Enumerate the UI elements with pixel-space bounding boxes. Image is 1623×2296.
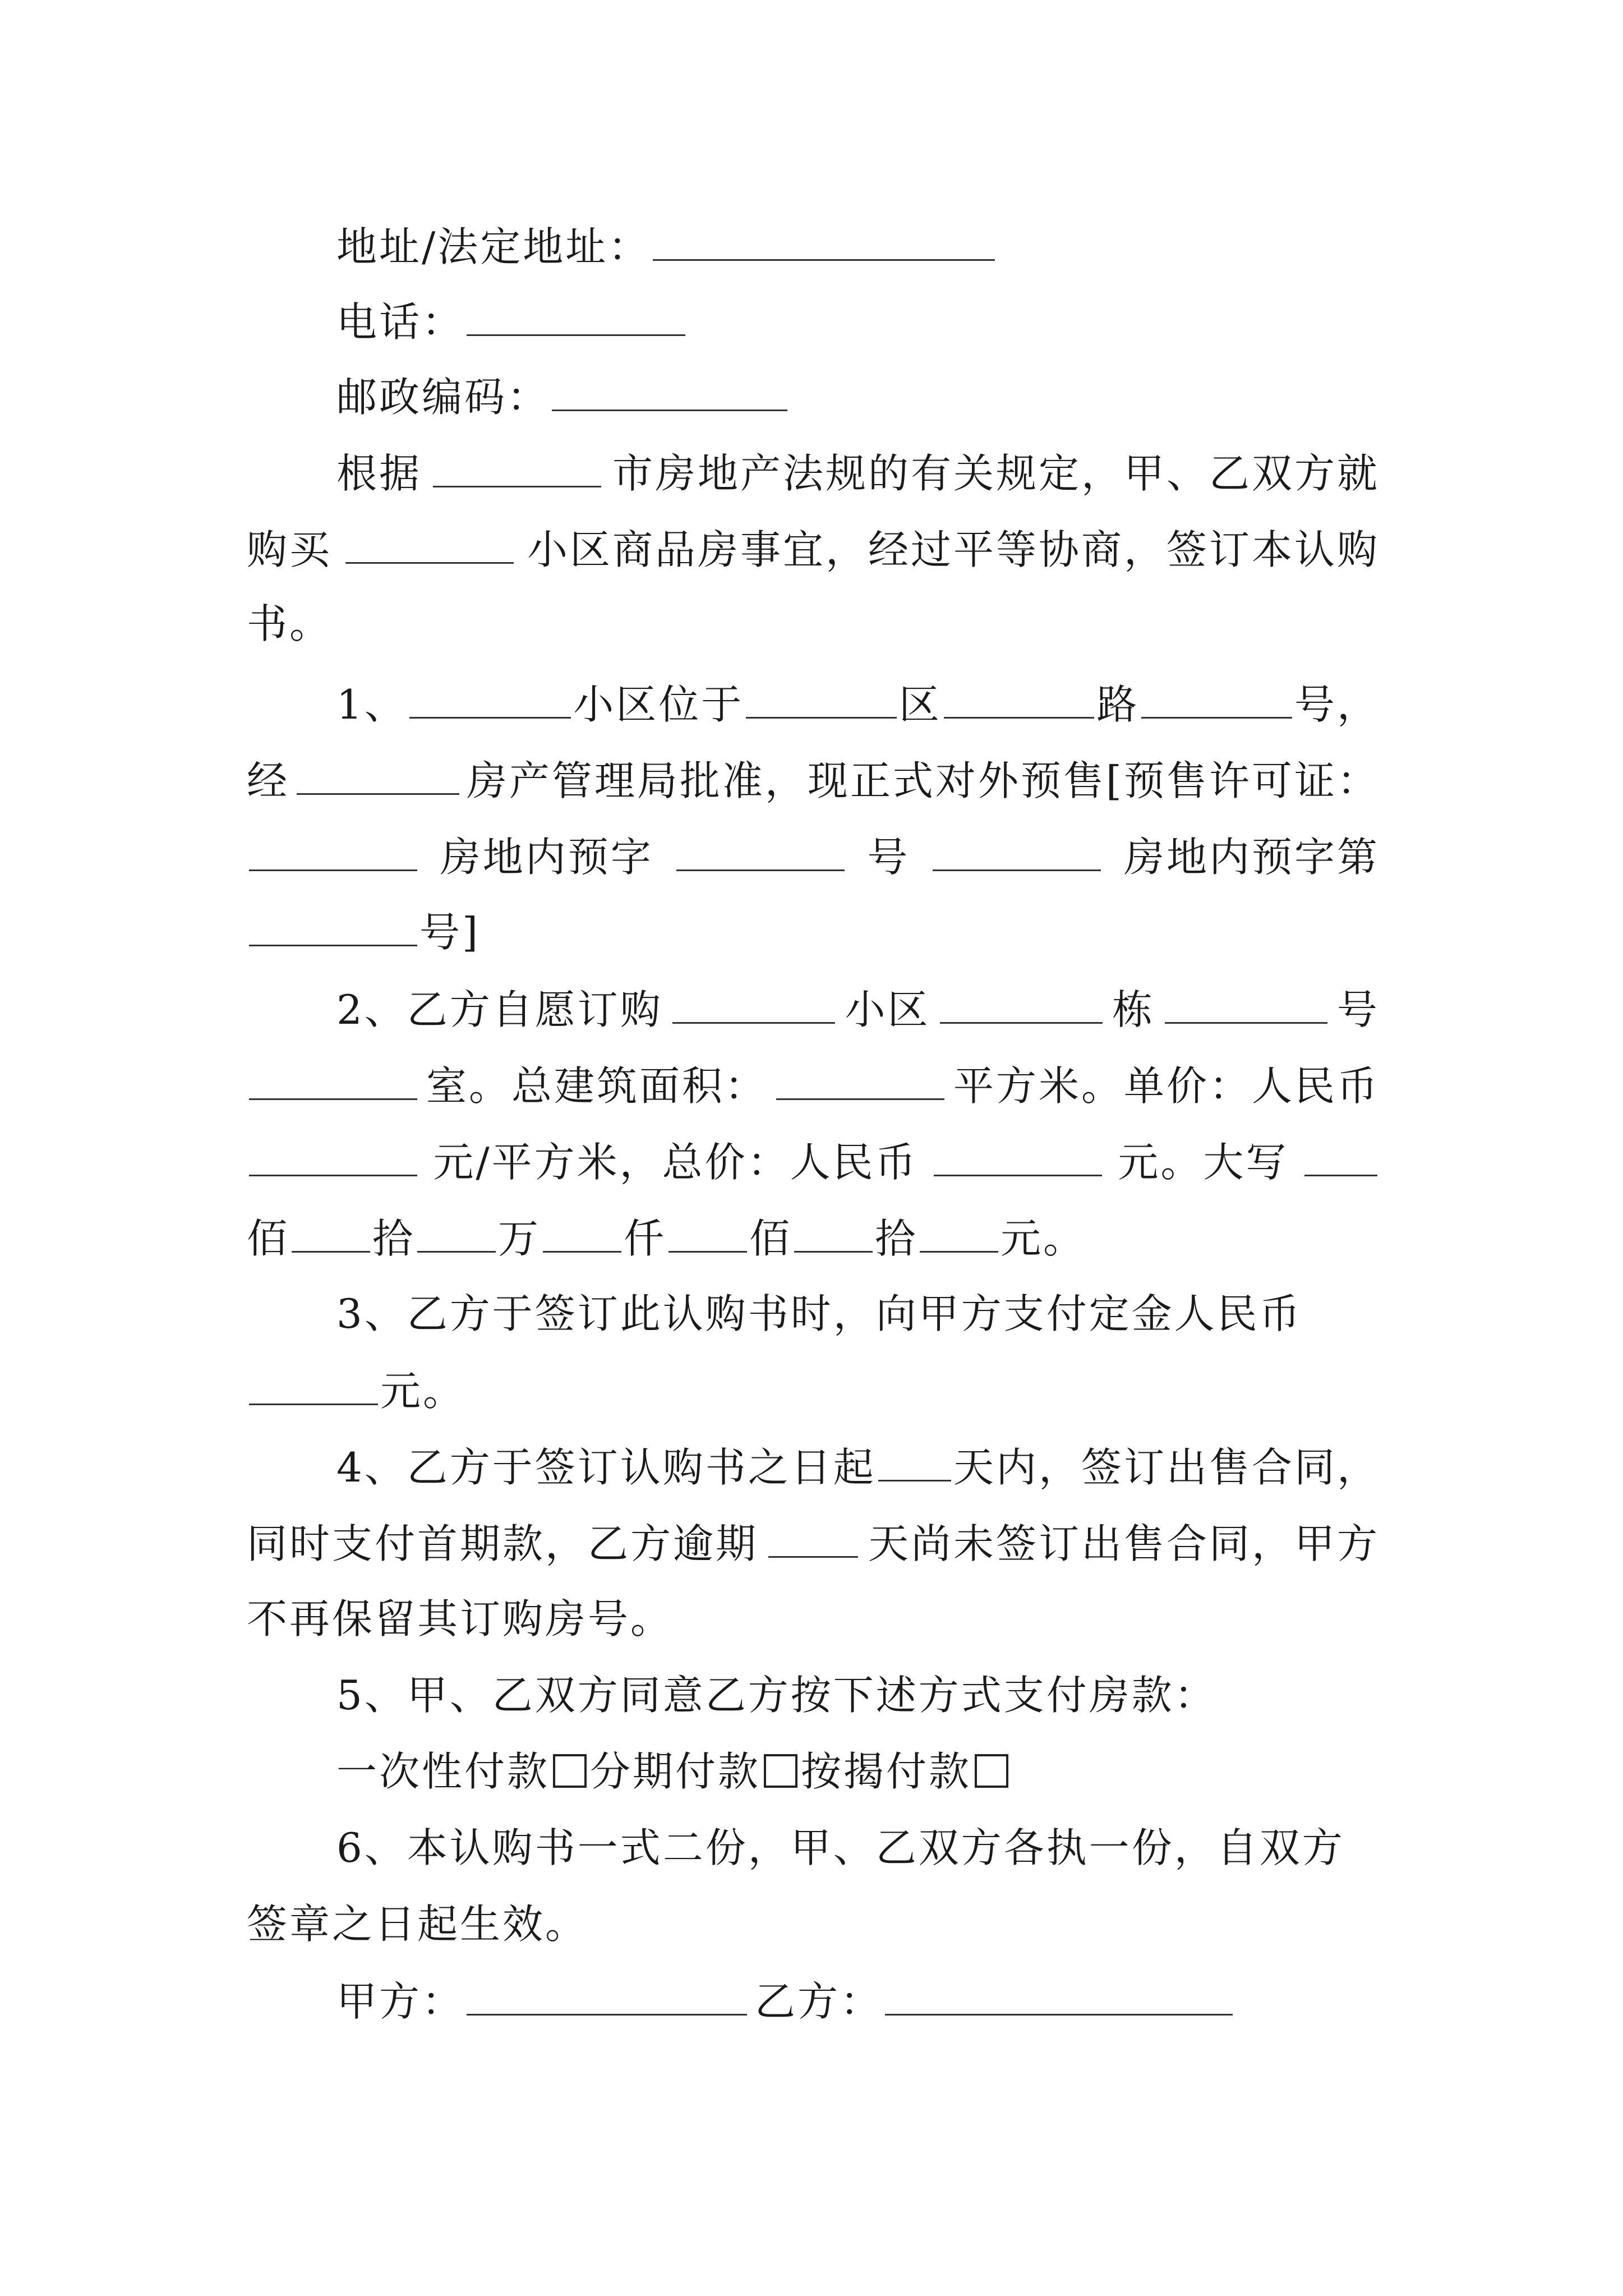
- clause-text: 签章之日起生效。: [247, 1901, 588, 1948]
- mortgage-checkbox[interactable]: [975, 1754, 1008, 1788]
- blank: [1141, 683, 1292, 719]
- intro-text: 根据: [336, 450, 422, 497]
- clause-text: 4、乙方于签订认购书之日起: [336, 1444, 876, 1491]
- clause2-line-2: [247, 1062, 1380, 1110]
- clause-text: 号: [867, 834, 910, 881]
- clause1-line-2: [247, 757, 1380, 804]
- blank: [249, 1370, 378, 1405]
- clause-text: 2、乙方自愿订购: [336, 986, 663, 1033]
- blank: [292, 1217, 370, 1253]
- clause6-line-2: [247, 1901, 588, 1948]
- clause-text: 3、乙方于签订此认购书时，向甲方支付定金人民币: [336, 1290, 1302, 1337]
- clause3-line-1: [336, 1290, 1302, 1337]
- blank: [768, 1522, 858, 1558]
- clause-text: 同时支付首期款，乙方逾期: [247, 1520, 759, 1567]
- clause6-line-1: [336, 1824, 1380, 1871]
- party-a-label: 甲方：: [336, 1978, 465, 2025]
- blank: [933, 836, 1101, 871]
- blank: [920, 1217, 998, 1253]
- clause-text: 元/平方米，总价：人民币: [433, 1139, 918, 1186]
- blank: [672, 988, 835, 1024]
- signature-line: [336, 1978, 1235, 2025]
- intro-text: 市房地产法规的有关规定，甲、乙双方就: [612, 450, 1380, 497]
- party-b-blank: [885, 1980, 1233, 2016]
- clause-text: 号，: [1294, 681, 1380, 728]
- clause-text: 6、本认购书一式二份，甲、乙双方各执一份，自双方: [336, 1824, 1345, 1871]
- clause-text: 元。: [380, 1368, 466, 1415]
- clause3-line-2: [247, 1368, 466, 1415]
- blank: [297, 760, 459, 795]
- blank: [776, 1065, 944, 1100]
- phone-label: 电话：: [336, 298, 465, 346]
- clause2-line-3: [247, 1139, 1380, 1186]
- installment-checkbox[interactable]: [764, 1754, 797, 1788]
- intro-line-2: [247, 526, 1380, 573]
- clause-text: 佰: [247, 1215, 290, 1262]
- clause-text: 1、: [336, 681, 407, 728]
- clause-text: 佰: [749, 1215, 792, 1262]
- phone-blank: [467, 301, 685, 336]
- option-label-lump-sum: 一次性付款: [336, 1748, 550, 1795]
- intro-line-3: [247, 600, 333, 647]
- clause-text: 经: [247, 757, 290, 804]
- blank: [676, 836, 845, 871]
- clause4-line-2: [247, 1520, 1380, 1567]
- blank: [940, 988, 1103, 1024]
- clause1-line-1: [336, 681, 1380, 728]
- blank: [668, 1217, 747, 1253]
- clause-text: 房产管理局批准，现正式对外预售[预售许可证：: [466, 757, 1380, 804]
- clause-text: 拾: [372, 1215, 416, 1262]
- clause-text: 栋: [1112, 986, 1155, 1033]
- intro-text: 小区商品房事宜，经过平等协商，签订本认购: [527, 526, 1380, 573]
- clause-text: 路: [1096, 681, 1140, 728]
- clause-text: 小区: [845, 986, 930, 1033]
- blank: [249, 1065, 417, 1100]
- blank: [1165, 988, 1327, 1024]
- blank: [249, 1141, 417, 1176]
- address-blank: [653, 226, 995, 261]
- blank: [746, 683, 897, 719]
- clause-text: 天尚未签订出售合同，甲方: [868, 1520, 1380, 1567]
- clause-text: 不再保留其订购房号。: [247, 1595, 674, 1642]
- clause-text: 平方米。单价：人民币: [953, 1062, 1380, 1110]
- clause-text: 元。: [1000, 1215, 1086, 1262]
- clause2-line-4: [247, 1215, 1086, 1262]
- postcode-label: 邮政编码：: [336, 374, 550, 421]
- postcode-line: [336, 374, 790, 421]
- clause-text: 号]: [419, 909, 481, 956]
- postcode-blank: [552, 376, 787, 411]
- clause-text: 房地内预字: [440, 834, 653, 881]
- clause2-line-1: [336, 986, 1380, 1033]
- phone-line: [336, 298, 688, 346]
- lump-sum-checkbox[interactable]: [553, 1754, 587, 1788]
- clause-text: 万: [498, 1215, 541, 1262]
- clause-text: 室。总建筑面积：: [426, 1062, 767, 1110]
- blank: [409, 683, 571, 719]
- clause1-line-3: [247, 834, 1380, 881]
- payment-options: [336, 1748, 1012, 1795]
- clause1-line-4: [247, 909, 481, 956]
- blank: [934, 1141, 1102, 1176]
- clause-text: 仟: [624, 1215, 667, 1262]
- clause-text: 小区位于: [573, 681, 744, 728]
- address-label: 地址/法定地址：: [336, 223, 651, 270]
- intro-text: 书。: [247, 600, 333, 647]
- address-line: [336, 223, 997, 270]
- blank: [249, 911, 417, 946]
- clause4-line-3: [247, 1595, 674, 1642]
- intro-line-1: [336, 450, 1380, 497]
- clause-text: 元。大写: [1118, 1139, 1289, 1186]
- blank: [944, 683, 1095, 719]
- option-label-mortgage: 按揭付款: [801, 1748, 972, 1795]
- party-b-label: 乙方：: [755, 1978, 883, 2025]
- clause-text: 拾: [875, 1215, 918, 1262]
- clause-text: 房地内预字第: [1123, 834, 1380, 881]
- blank: [417, 1217, 496, 1253]
- blank: [249, 836, 417, 871]
- clause-text: 区: [898, 681, 942, 728]
- clause-text: 5、甲、乙双方同意乙方按下述方式支付房款：: [336, 1672, 1217, 1719]
- party-a-blank: [467, 1980, 747, 2016]
- city-blank: [433, 452, 601, 487]
- clause-text: 号: [1336, 986, 1380, 1033]
- clause4-line-1: [336, 1444, 1380, 1491]
- blank: [1304, 1141, 1377, 1176]
- clause5-line-1: [336, 1672, 1217, 1719]
- blank: [543, 1217, 621, 1253]
- community-blank: [345, 528, 514, 564]
- intro-text: 购买: [247, 526, 333, 573]
- clause-text: 天内，签订出售合同，: [953, 1444, 1380, 1491]
- blank: [794, 1217, 873, 1253]
- blank: [878, 1446, 951, 1481]
- option-label-installment: 分期付款: [590, 1748, 761, 1795]
